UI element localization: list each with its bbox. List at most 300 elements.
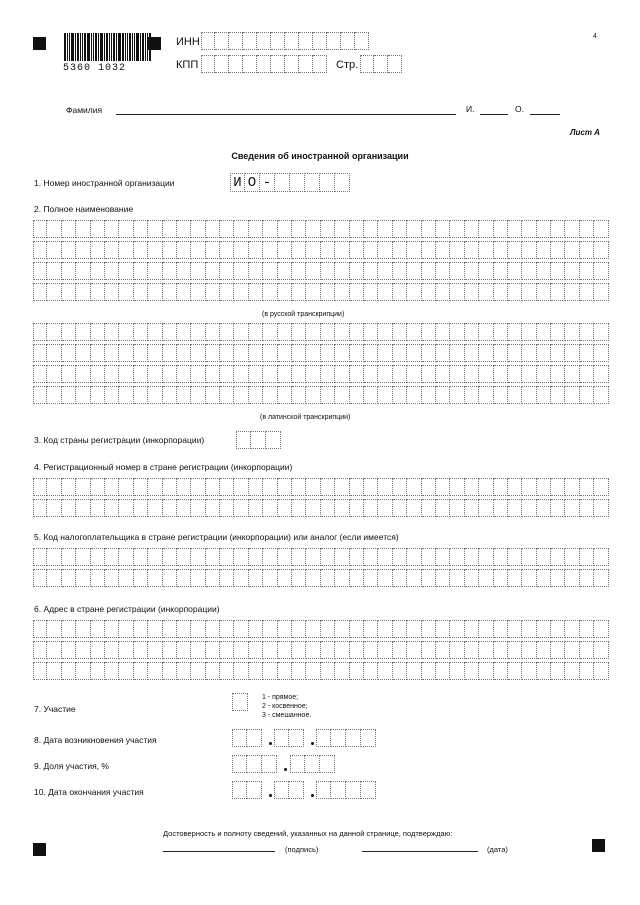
entry-cell[interactable] — [292, 569, 306, 587]
entry-cell[interactable] — [91, 365, 105, 383]
entry-cell[interactable] — [594, 641, 608, 659]
entry-cell[interactable] — [278, 262, 292, 280]
entry-cell[interactable] — [206, 283, 220, 301]
entry-cell[interactable] — [206, 241, 220, 259]
entry-cell[interactable] — [522, 641, 536, 659]
entry-cell[interactable] — [580, 344, 594, 362]
entry-cell[interactable] — [594, 262, 608, 280]
entry-cell[interactable] — [220, 323, 234, 341]
entry-cell[interactable] — [191, 365, 205, 383]
entry-cell[interactable] — [350, 262, 364, 280]
entry-cell[interactable] — [537, 548, 551, 566]
entry-cell[interactable] — [263, 344, 277, 362]
entry-cell[interactable] — [177, 283, 191, 301]
entry-cell[interactable] — [278, 662, 292, 680]
entry-cell[interactable] — [134, 478, 148, 496]
entry-cell[interactable] — [594, 662, 608, 680]
entry-cell[interactable] — [91, 569, 105, 587]
grid-row[interactable] — [33, 478, 609, 496]
entry-cell[interactable] — [350, 499, 364, 517]
entry-cell[interactable] — [33, 344, 47, 362]
entry-cell[interactable] — [522, 662, 536, 680]
entry-cell[interactable] — [422, 641, 436, 659]
entry-cell[interactable] — [594, 569, 608, 587]
entry-cell[interactable] — [234, 569, 248, 587]
entry-cell[interactable] — [134, 662, 148, 680]
entry-cell[interactable] — [119, 499, 133, 517]
entry-cell[interactable] — [278, 478, 292, 496]
entry-cell[interactable] — [364, 499, 378, 517]
entry-cell[interactable] — [47, 620, 61, 638]
entry-cell[interactable] — [335, 620, 349, 638]
entry-cell[interactable] — [290, 755, 305, 773]
entry-cell[interactable] — [263, 262, 277, 280]
entry-cell[interactable] — [105, 283, 119, 301]
entry-cell[interactable] — [537, 386, 551, 404]
entry-cell[interactable] — [378, 478, 392, 496]
entry-cell[interactable] — [201, 32, 215, 50]
entry-cell[interactable] — [321, 241, 335, 259]
entry-cell[interactable] — [508, 262, 522, 280]
date-line[interactable] — [362, 851, 478, 852]
entry-cell[interactable] — [292, 323, 306, 341]
entry-cell[interactable] — [306, 365, 320, 383]
entry-cell[interactable] — [422, 365, 436, 383]
entry-cell[interactable] — [321, 548, 335, 566]
entry-cell[interactable] — [105, 641, 119, 659]
entry-cell[interactable] — [292, 344, 306, 362]
entry-cell[interactable] — [465, 323, 479, 341]
entry-cell[interactable] — [364, 548, 378, 566]
entry-cell[interactable] — [422, 386, 436, 404]
entry-cell[interactable] — [465, 478, 479, 496]
entry-cell[interactable] — [292, 241, 306, 259]
entry-cell[interactable] — [565, 220, 579, 238]
entry-cell[interactable] — [565, 241, 579, 259]
entry-cell[interactable] — [47, 499, 61, 517]
entry-cell[interactable] — [479, 641, 493, 659]
entry-cell[interactable] — [494, 283, 508, 301]
entry-cell[interactable] — [62, 386, 76, 404]
entry-cell[interactable] — [407, 283, 421, 301]
entry-cell[interactable] — [220, 641, 234, 659]
entry-cell[interactable] — [594, 499, 608, 517]
entry-cell[interactable] — [565, 662, 579, 680]
entry-cell[interactable] — [148, 323, 162, 341]
initial-i-line[interactable] — [480, 114, 508, 115]
entry-cell[interactable] — [465, 386, 479, 404]
entry-cell[interactable] — [148, 283, 162, 301]
entry-cell[interactable] — [321, 344, 335, 362]
entry-cell[interactable] — [62, 478, 76, 496]
entry-cell[interactable] — [177, 220, 191, 238]
entry-cell[interactable] — [278, 499, 292, 517]
entry-cell[interactable] — [91, 662, 105, 680]
entry-cell[interactable] — [565, 323, 579, 341]
entry-cell[interactable] — [522, 499, 536, 517]
entry-cell[interactable] — [522, 323, 536, 341]
entry-cell[interactable] — [62, 499, 76, 517]
entry-cell[interactable] — [134, 365, 148, 383]
entry-cell[interactable] — [436, 641, 450, 659]
entry-cell[interactable] — [292, 386, 306, 404]
entry-cell[interactable] — [393, 323, 407, 341]
entry-cell[interactable] — [206, 478, 220, 496]
entry-cell[interactable] — [350, 323, 364, 341]
entry-cell[interactable] — [407, 641, 421, 659]
entry-cell[interactable] — [33, 283, 47, 301]
entry-cell[interactable] — [177, 499, 191, 517]
entry-cell[interactable] — [263, 478, 277, 496]
entry-cell[interactable] — [522, 241, 536, 259]
entry-cell[interactable] — [76, 620, 90, 638]
grid-row[interactable] — [33, 220, 609, 238]
entry-cell[interactable] — [220, 499, 234, 517]
entry-cell[interactable] — [119, 620, 133, 638]
entry-cell[interactable] — [251, 431, 266, 449]
entry-cell[interactable] — [306, 241, 320, 259]
entry-cell[interactable] — [33, 323, 47, 341]
entry-cell[interactable] — [220, 478, 234, 496]
entry-cell[interactable] — [243, 55, 257, 73]
entry-cell[interactable] — [234, 241, 248, 259]
entry-cell[interactable] — [450, 499, 464, 517]
surname-line[interactable] — [116, 114, 456, 115]
entry-cell[interactable] — [249, 220, 263, 238]
entry-cell[interactable] — [119, 641, 133, 659]
entry-cell[interactable] — [266, 431, 281, 449]
entry-cell[interactable] — [565, 283, 579, 301]
entry-cell[interactable] — [148, 344, 162, 362]
entry-cell[interactable] — [508, 365, 522, 383]
entry-cell[interactable] — [292, 365, 306, 383]
inn-field[interactable] — [201, 32, 369, 50]
entry-cell[interactable] — [378, 220, 392, 238]
entry-cell[interactable] — [105, 344, 119, 362]
entry-cell[interactable] — [220, 365, 234, 383]
entry-cell[interactable] — [335, 262, 349, 280]
entry-cell[interactable] — [262, 755, 277, 773]
entry-cell[interactable] — [450, 662, 464, 680]
entry-cell[interactable] — [335, 173, 350, 192]
entry-cell[interactable] — [191, 386, 205, 404]
entry-cell[interactable] — [163, 220, 177, 238]
entry-cell[interactable] — [378, 262, 392, 280]
entry-cell[interactable] — [306, 499, 320, 517]
entry-cell[interactable] — [551, 323, 565, 341]
entry-cell[interactable] — [247, 781, 262, 799]
entry-cell[interactable] — [364, 220, 378, 238]
entry-cell[interactable] — [163, 569, 177, 587]
entry-cell[interactable] — [494, 262, 508, 280]
entry-cell[interactable] — [393, 641, 407, 659]
entry-cell[interactable] — [134, 323, 148, 341]
entry-cell[interactable] — [479, 323, 493, 341]
entry-cell[interactable] — [335, 386, 349, 404]
entry-cell[interactable] — [508, 499, 522, 517]
entry-cell[interactable] — [105, 662, 119, 680]
entry-cell[interactable] — [378, 569, 392, 587]
entry-cell[interactable] — [234, 365, 248, 383]
entry-cell[interactable] — [47, 478, 61, 496]
entry-cell[interactable] — [580, 365, 594, 383]
entry-cell[interactable] — [594, 283, 608, 301]
entry-cell[interactable] — [364, 641, 378, 659]
entry-cell[interactable] — [105, 386, 119, 404]
entry-cell[interactable] — [33, 220, 47, 238]
entry-cell[interactable] — [257, 32, 271, 50]
entry-cell[interactable] — [393, 344, 407, 362]
entry-cell[interactable] — [321, 569, 335, 587]
entry-cell[interactable] — [234, 344, 248, 362]
entry-cell[interactable] — [479, 262, 493, 280]
entry-cell[interactable] — [292, 220, 306, 238]
entry-cell[interactable] — [436, 386, 450, 404]
entry-cell[interactable] — [234, 641, 248, 659]
entry-cell[interactable] — [285, 55, 299, 73]
entry-cell[interactable] — [177, 641, 191, 659]
entry-cell[interactable] — [450, 323, 464, 341]
entry-cell[interactable] — [422, 262, 436, 280]
entry-cell[interactable] — [436, 365, 450, 383]
entry-cell[interactable] — [206, 620, 220, 638]
grid-row[interactable] — [33, 283, 609, 301]
entry-cell[interactable] — [271, 55, 285, 73]
entry-cell[interactable] — [364, 241, 378, 259]
entry-cell[interactable] — [436, 241, 450, 259]
entry-cell[interactable] — [278, 620, 292, 638]
entry-cell[interactable] — [263, 365, 277, 383]
grid-row[interactable] — [33, 386, 609, 404]
entry-cell[interactable] — [47, 569, 61, 587]
entry-cell[interactable] — [450, 478, 464, 496]
entry-cell[interactable] — [335, 662, 349, 680]
field-3-input[interactable] — [236, 431, 281, 449]
entry-cell[interactable] — [105, 365, 119, 383]
entry-cell[interactable] — [537, 569, 551, 587]
entry-cell[interactable] — [263, 662, 277, 680]
entry-cell[interactable] — [393, 220, 407, 238]
entry-cell[interactable] — [407, 478, 421, 496]
entry-cell[interactable] — [565, 499, 579, 517]
entry-cell[interactable] — [580, 478, 594, 496]
entry-cell[interactable] — [350, 283, 364, 301]
entry-cell[interactable] — [274, 729, 289, 747]
entry-cell[interactable] — [292, 262, 306, 280]
entry-cell[interactable] — [306, 662, 320, 680]
entry-cell[interactable] — [321, 283, 335, 301]
entry-cell[interactable] — [364, 662, 378, 680]
entry-cell[interactable] — [191, 499, 205, 517]
entry-cell[interactable] — [494, 365, 508, 383]
entry-cell[interactable] — [407, 662, 421, 680]
entry-cell[interactable] — [551, 283, 565, 301]
entry-cell[interactable] — [436, 620, 450, 638]
entry-cell[interactable] — [249, 499, 263, 517]
entry-cell[interactable] — [249, 344, 263, 362]
entry-cell[interactable] — [594, 620, 608, 638]
entry-cell[interactable] — [91, 641, 105, 659]
entry-cell[interactable] — [148, 620, 162, 638]
entry-cell[interactable] — [321, 365, 335, 383]
entry-cell[interactable] — [292, 662, 306, 680]
entry-cell[interactable] — [378, 662, 392, 680]
entry-cell[interactable] — [522, 548, 536, 566]
entry-cell[interactable] — [494, 548, 508, 566]
entry-cell[interactable] — [119, 365, 133, 383]
entry-cell[interactable] — [350, 662, 364, 680]
entry-cell[interactable] — [220, 241, 234, 259]
entry-cell[interactable] — [321, 323, 335, 341]
entry-cell[interactable] — [62, 569, 76, 587]
entry-cell[interactable] — [378, 344, 392, 362]
entry-cell[interactable] — [594, 323, 608, 341]
entry-cell[interactable] — [465, 548, 479, 566]
entry-cell[interactable] — [551, 241, 565, 259]
entry-cell[interactable] — [234, 283, 248, 301]
entry-cell[interactable] — [316, 729, 331, 747]
entry-cell[interactable] — [494, 620, 508, 638]
entry-cell[interactable] — [522, 365, 536, 383]
entry-cell[interactable] — [134, 220, 148, 238]
entry-cell[interactable] — [537, 499, 551, 517]
entry-cell[interactable] — [278, 365, 292, 383]
entry-cell[interactable] — [364, 569, 378, 587]
entry-cell[interactable] — [346, 729, 361, 747]
entry-cell[interactable] — [62, 662, 76, 680]
entry-cell[interactable] — [479, 548, 493, 566]
field-8-month[interactable] — [274, 729, 304, 747]
entry-cell[interactable] — [278, 344, 292, 362]
entry-cell[interactable] — [494, 386, 508, 404]
entry-cell[interactable] — [321, 386, 335, 404]
grid-row[interactable] — [33, 365, 609, 383]
entry-cell[interactable] — [163, 548, 177, 566]
entry-cell[interactable] — [306, 478, 320, 496]
entry-cell[interactable] — [206, 569, 220, 587]
entry-cell[interactable] — [465, 499, 479, 517]
entry-cell[interactable] — [374, 55, 388, 73]
entry-cell[interactable] — [215, 55, 229, 73]
entry-cell[interactable] — [378, 641, 392, 659]
entry-cell[interactable] — [76, 241, 90, 259]
entry-cell[interactable] — [436, 344, 450, 362]
entry-cell[interactable] — [163, 620, 177, 638]
entry-cell[interactable] — [206, 386, 220, 404]
entry-cell[interactable] — [306, 548, 320, 566]
entry-cell[interactable] — [508, 548, 522, 566]
entry-cell[interactable] — [148, 499, 162, 517]
entry-cell[interactable] — [364, 344, 378, 362]
entry-cell[interactable] — [378, 499, 392, 517]
entry-cell[interactable] — [565, 641, 579, 659]
entry-cell[interactable] — [119, 478, 133, 496]
entry-cell[interactable] — [494, 641, 508, 659]
entry-cell[interactable] — [422, 220, 436, 238]
entry-cell[interactable] — [522, 344, 536, 362]
entry-cell[interactable] — [47, 220, 61, 238]
entry-cell[interactable] — [393, 365, 407, 383]
entry-cell[interactable] — [91, 620, 105, 638]
entry-cell[interactable] — [206, 323, 220, 341]
entry-cell[interactable] — [163, 283, 177, 301]
entry-cell[interactable] — [378, 548, 392, 566]
entry-cell[interactable] — [436, 478, 450, 496]
entry-cell[interactable] — [565, 620, 579, 638]
entry-cell[interactable] — [594, 478, 608, 496]
entry-cell[interactable] — [479, 569, 493, 587]
entry-cell[interactable] — [436, 569, 450, 587]
entry-cell[interactable] — [191, 241, 205, 259]
entry-cell[interactable] — [494, 478, 508, 496]
entry-cell[interactable] — [350, 641, 364, 659]
entry-cell[interactable] — [105, 478, 119, 496]
entry-cell[interactable] — [537, 283, 551, 301]
entry-cell[interactable] — [191, 548, 205, 566]
entry-cell[interactable] — [278, 241, 292, 259]
entry-cell[interactable] — [321, 662, 335, 680]
entry-cell[interactable] — [220, 344, 234, 362]
entry-cell[interactable] — [257, 55, 271, 73]
entry-cell[interactable] — [249, 323, 263, 341]
entry-cell[interactable] — [33, 386, 47, 404]
entry-cell[interactable] — [249, 548, 263, 566]
entry-cell[interactable] — [76, 499, 90, 517]
entry-cell[interactable] — [422, 548, 436, 566]
entry-cell[interactable] — [364, 283, 378, 301]
entry-cell[interactable] — [220, 283, 234, 301]
entry-cell[interactable] — [62, 323, 76, 341]
entry-cell[interactable] — [305, 173, 320, 192]
entry-cell[interactable] — [407, 365, 421, 383]
entry-cell[interactable] — [292, 641, 306, 659]
entry-cell[interactable] — [134, 620, 148, 638]
entry-cell[interactable] — [91, 241, 105, 259]
entry-cell[interactable] — [105, 262, 119, 280]
entry-cell[interactable] — [191, 569, 205, 587]
entry-cell[interactable] — [537, 241, 551, 259]
entry-cell[interactable] — [206, 548, 220, 566]
entry-cell[interactable] — [292, 499, 306, 517]
entry-cell[interactable] — [285, 32, 299, 50]
entry-cell[interactable] — [220, 386, 234, 404]
entry-cell[interactable] — [91, 220, 105, 238]
entry-cell[interactable] — [234, 323, 248, 341]
entry-cell[interactable] — [234, 499, 248, 517]
field-7-input[interactable] — [232, 693, 248, 711]
entry-cell[interactable] — [76, 283, 90, 301]
entry-cell[interactable] — [580, 220, 594, 238]
grid-row[interactable] — [33, 662, 609, 680]
entry-cell[interactable] — [105, 620, 119, 638]
entry-cell[interactable] — [47, 641, 61, 659]
entry-cell[interactable] — [580, 620, 594, 638]
entry-cell[interactable] — [346, 781, 361, 799]
entry-cell[interactable] — [234, 662, 248, 680]
entry-cell[interactable] — [148, 641, 162, 659]
entry-cell[interactable] — [378, 386, 392, 404]
entry-cell[interactable] — [163, 262, 177, 280]
entry-cell[interactable] — [263, 620, 277, 638]
entry-cell[interactable] — [232, 755, 247, 773]
entry-cell[interactable] — [234, 262, 248, 280]
entry-cell[interactable] — [551, 386, 565, 404]
entry-cell[interactable] — [201, 55, 215, 73]
grid-row[interactable] — [33, 620, 609, 638]
entry-cell[interactable] — [191, 323, 205, 341]
entry-cell[interactable] — [321, 620, 335, 638]
entry-cell[interactable] — [148, 548, 162, 566]
